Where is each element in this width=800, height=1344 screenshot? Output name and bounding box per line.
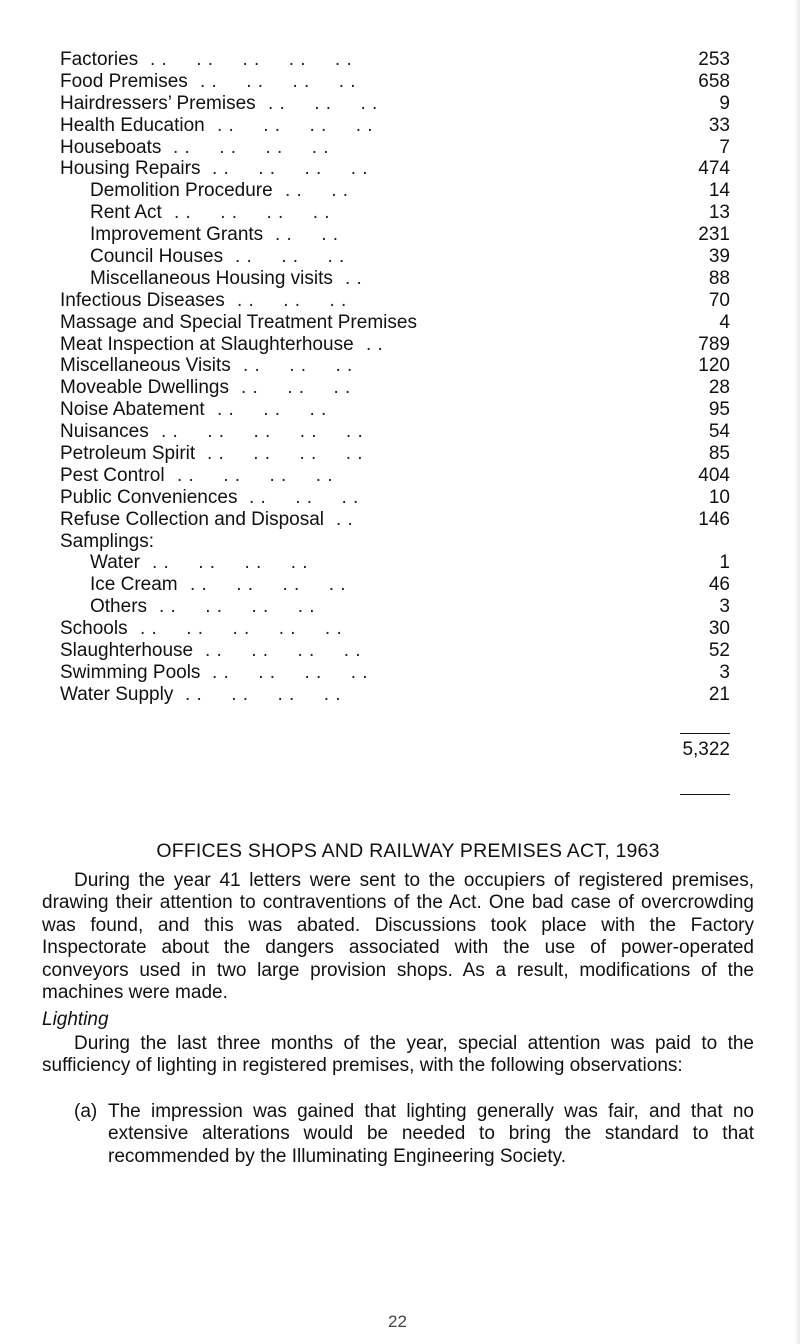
row-value: 28 — [708, 377, 730, 399]
row-leader-dots: . . . . . . . . — [205, 640, 362, 662]
table-row — [60, 224, 750, 246]
row-value: 9 — [719, 92, 730, 114]
total-rule-bottom — [680, 794, 730, 795]
row-label: Noise Abatement — [60, 399, 205, 421]
row-value: 13 — [708, 202, 730, 224]
lighting-subheading: Lighting — [42, 1009, 109, 1030]
row-label: Food Premises — [60, 70, 188, 92]
table-row — [60, 180, 750, 202]
row-leader-dots: . . . . . . — [243, 355, 353, 377]
row-value: 46 — [708, 574, 730, 596]
row-value: 253 — [698, 49, 730, 70]
row-label: Housing Repairs — [60, 158, 201, 180]
row-leader-dots: . . . . . . . . — [212, 661, 369, 683]
row-label: Rent Act — [90, 202, 162, 224]
page-edge-shadow — [794, 0, 800, 1344]
row-value: 120 — [698, 355, 730, 377]
table-row — [60, 552, 750, 574]
row-label: Water — [90, 552, 140, 574]
row-value: 33 — [708, 114, 730, 136]
row-value: 404 — [698, 464, 730, 486]
table-row — [60, 399, 750, 421]
paragraph-offices-act: During the year 41 letters were sent to the occupiers of registered premises, drawing their attention to contraventions of the Act. One bad case of overcrowding was found, and this was abated. Discussions took place with the Factory Inspectorate about the dangers associated with the use of power-operated conveyors used in two large provision shops. As a result, modifications of the machines were made. — [42, 870, 754, 1004]
row-value: 3 — [719, 661, 730, 683]
row-value: 14 — [708, 180, 730, 202]
row-leader-dots: . . . . . . . . — [173, 136, 330, 158]
section-heading: OFFICES SHOPS AND RAILWAY PREMISES ACT, 1963 — [156, 840, 660, 862]
row-label: Ice Cream — [90, 574, 178, 596]
row-value: 95 — [708, 399, 730, 421]
row-leader-dots: . . . . . . — [235, 246, 345, 268]
row-label: Miscellaneous Visits — [60, 355, 231, 377]
row-value: 658 — [698, 70, 730, 92]
table-row — [60, 93, 750, 115]
table-row — [60, 443, 750, 465]
visits-table — [60, 49, 750, 706]
row-leader-dots: . . . . . . . . — [207, 443, 364, 465]
row-value: 231 — [698, 224, 730, 246]
table-row — [60, 268, 750, 290]
row-leader-dots: . . . . . . — [217, 399, 327, 421]
row-label: Petroleum Spirit — [60, 443, 196, 465]
row-leader-dots: . . . . . . . . . . — [140, 618, 343, 640]
row-label: Miscellaneous Housing visits — [90, 267, 333, 289]
table-row — [60, 618, 750, 640]
row-label: Samplings: — [60, 530, 154, 552]
row-value: 789 — [698, 333, 730, 355]
row-value: 85 — [708, 443, 730, 465]
row-leader-dots: . . . . . . — [268, 92, 378, 114]
table-row — [60, 465, 750, 487]
table-row — [60, 355, 750, 377]
row-value: 1 — [719, 552, 730, 574]
table-row — [60, 158, 750, 180]
row-label: Pest Control — [60, 464, 165, 486]
table-row — [60, 312, 750, 334]
row-label: Others — [90, 596, 148, 618]
row-value: 7 — [719, 136, 730, 158]
total-block — [60, 733, 750, 803]
row-value: 474 — [698, 158, 730, 180]
row-value: 3 — [719, 596, 730, 618]
row-leader-dots: . . . . . . . . — [174, 202, 331, 224]
table-row — [60, 574, 750, 596]
item-marker: (a) — [74, 1101, 98, 1122]
row-label: Water Supply — [60, 683, 174, 705]
row-label: Moveable Dwellings — [60, 377, 229, 399]
page-number: 22 — [388, 1312, 407, 1331]
row-leader-dots: . . . . . . . . — [185, 683, 342, 705]
row-leader-dots: . . — [366, 333, 384, 355]
row-leader-dots: . . . . . . — [249, 486, 359, 508]
paragraph-lighting: During the last three months of the year, special attention was paid to the sufficiency of lighting in registered premises, with the following observations: — [42, 1033, 754, 1077]
row-label: Houseboats — [60, 136, 162, 158]
table-row — [60, 334, 750, 356]
row-label: Schools — [60, 618, 128, 640]
row-label: Hairdressers’ Premises — [60, 92, 256, 114]
row-value: 88 — [708, 267, 730, 289]
row-leader-dots: . . . . . . — [241, 377, 351, 399]
row-value: 4 — [719, 311, 730, 333]
row-value: 10 — [708, 486, 730, 508]
row-leader-dots: . . . . . . — [237, 289, 347, 311]
table-row — [60, 640, 750, 662]
table-row — [60, 596, 750, 618]
row-leader-dots: . . . . . . . . — [212, 158, 369, 180]
row-label: Swimming Pools — [60, 661, 201, 683]
row-value: 54 — [708, 421, 730, 443]
table-row — [60, 421, 750, 443]
table-row — [60, 137, 750, 159]
table-row — [60, 71, 750, 93]
row-label: Health Education — [60, 114, 205, 136]
row-label: Improvement Grants — [90, 224, 264, 246]
row-value: 21 — [708, 683, 730, 705]
table-row — [60, 662, 750, 684]
row-leader-dots: . . . . . . . . — [200, 70, 357, 92]
row-label: Demolition Procedure — [90, 180, 273, 202]
observation-item-a — [74, 1101, 754, 1168]
table-row — [60, 531, 750, 553]
row-label: Slaughterhouse — [60, 640, 194, 662]
table-row — [60, 246, 750, 268]
row-leader-dots: . . — [336, 508, 354, 530]
row-leader-dots: . . . . . . . . — [217, 114, 374, 136]
row-leader-dots: . . . . . . . . . . — [150, 49, 353, 70]
row-leader-dots: . . . . . . . . . . — [161, 421, 364, 443]
row-leader-dots: . . . . . . . . — [177, 464, 334, 486]
table-row — [60, 509, 750, 531]
row-label: Infectious Diseases — [60, 289, 225, 311]
row-label: Massage and Special Treatment Premises — [60, 311, 417, 333]
row-label: Meat Inspection at Slaughterhouse — [60, 333, 354, 355]
row-label: Refuse Collection and Disposal — [60, 508, 325, 530]
row-leader-dots: . . . . . . . . — [159, 596, 316, 618]
row-value: 70 — [708, 289, 730, 311]
table-row — [60, 487, 750, 509]
table-row — [60, 49, 750, 71]
table-row — [60, 202, 750, 224]
table-row — [60, 377, 750, 399]
row-leader-dots: . . . . — [275, 224, 339, 246]
row-leader-dots: . . . . — [285, 180, 349, 202]
row-leader-dots: . . — [345, 267, 363, 289]
table-row — [60, 684, 750, 706]
row-value: 30 — [708, 618, 730, 640]
row-label: Factories — [60, 49, 139, 70]
row-label: Council Houses — [90, 246, 224, 268]
total-value: 5,322 — [682, 739, 730, 760]
row-leader-dots: . . . . . . . . — [152, 552, 309, 574]
table-row — [60, 290, 750, 312]
row-label: Public Conveniences — [60, 486, 238, 508]
row-label: Nuisances — [60, 421, 149, 443]
row-value: 146 — [698, 508, 730, 530]
table-row — [60, 115, 750, 137]
item-text: The impression was gained that lighting generally was fair, and that no extensive alterations would be needed to bring the standard to that recommended by the Illuminating Engineering Society. — [108, 1101, 754, 1167]
row-leader-dots: . . . . . . . . — [190, 574, 347, 596]
row-value: 52 — [708, 640, 730, 662]
total-rule-top — [680, 733, 730, 734]
row-value: 39 — [708, 246, 730, 268]
